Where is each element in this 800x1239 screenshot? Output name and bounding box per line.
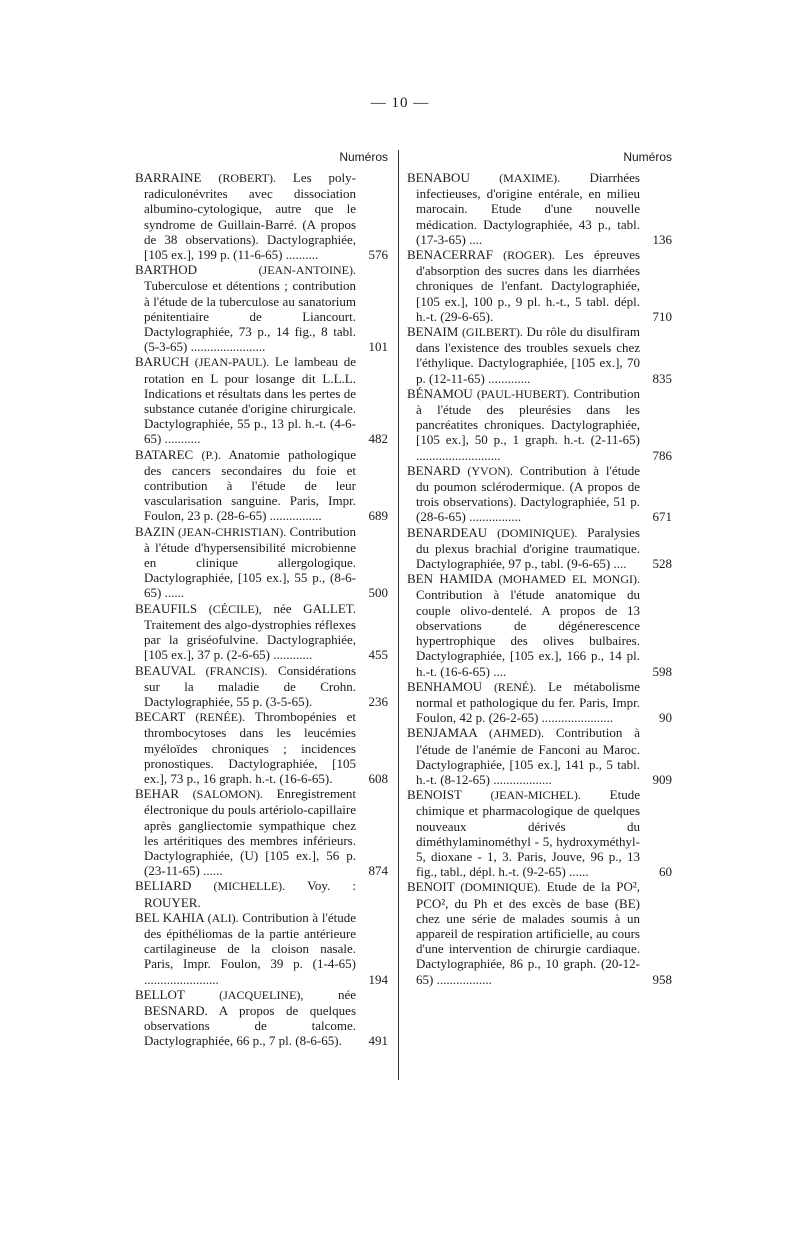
author-surname: BENAIM [407,324,459,340]
author-given-name: (JEAN-CHRISTIAN). [177,524,287,539]
thesis-entry [407,725,672,787]
author-surname: BÉNAMOU [407,385,473,401]
entry-text [135,262,356,354]
entry-text [135,878,356,909]
author-surname: BARRAINE [135,170,202,185]
entry-description: Paralysies du plexus brachial d'origine traumatique. Dactylographiée, 97 p., tabl. (9-6-65) .... [416,524,640,572]
entry-number: 576 [368,247,388,263]
entry-description: Le métabolisme normal et pathologique du fer. Paris, Impr. Foulon, 42 p. (26-2-65) ...................... [416,678,641,726]
entry-description: née GALLET. Traitement des algo-dystrophies réflexes par la griséofulvine. Dactylographiée, [105 ex.], 37 p. (2-6-65) ............ [144,600,357,663]
author-given-name: (PAUL-HUBERT). [476,386,570,401]
entry-text [407,571,640,678]
entry-number: 909 [652,771,672,787]
thesis-entry [407,879,672,986]
thesis-entry [407,324,672,386]
entry-description: Les épreuves d'absorption des sucres dans les diarrhées chroniques de l'enfant. Dactylographiée, [105 ex.], 100 p., 9 pl. h.-t., 5 tabl. dépl. h.-t. (29-6-65). [416,247,641,324]
author-given-name: (FRANCIS). [205,663,268,678]
entry-description: Le lambeau de rotation en L pour losange dit L.L.L. Indications et résultats dans les pertes de substance cutanée d'origine chirurgicale. Dactylographiée, 55 p., 13 pl. h.-t. (4-6-65) ........... [144,354,357,447]
entry-description: Contribution à l'étude du poumon sclérodermique. (A propos de trois observations). Dactylographiée, 51 p. (28-6-65) ................ [416,462,640,525]
thesis-entry [135,601,388,663]
entry-number: 608 [368,770,388,786]
author-given-name: (JACQUELINE), [219,987,304,1002]
thesis-entry [135,987,388,1049]
left-column [135,150,388,1049]
entry-description: Contribution à l'étude anatomique du couple olivo-dentelé. A propos de 13 observations de dégénerescence hypertrophique des olives bulbaires. Dactylographiée, [105 ex.], 166 p., 14 pl. h.-t. (16-6-65) .... [416,587,640,679]
entry-text [135,663,356,710]
entry-number: 482 [368,431,388,447]
entry-number: 689 [368,508,388,524]
author-surname: BEN HAMIDA [407,571,493,587]
thesis-entry [135,709,388,786]
author-given-name: (JEAN-PAUL). [194,355,270,370]
entry-text [135,354,356,446]
entry-description: Contribution à l'étude de l'anémie de Fanconi au Maroc. Dactylographiée, [105 ex.], 141 p., 5 tabl. h.-t. (8-12-65) .................. [416,725,641,787]
entry-number: 136 [652,231,672,247]
entry-text [135,786,356,878]
author-surname: BARTHOD [135,262,198,278]
entry-description: Voy. : ROUYER. [144,878,357,910]
entry-number: 90 [659,710,672,726]
author-given-name: (RENÉE). [195,710,246,725]
author-surname: BENACERRAF [407,247,493,263]
thesis-entry [407,463,672,525]
entry-number: 491 [368,1033,388,1049]
author-surname: BEAUVAL [135,662,195,678]
entry-description: Contribution à l'étude des épithéliomas de la partie antérieure cartilagineuse de la cloison nasale. Paris, Impr. Foulon, 39 p. (1-4-65) ....................... [144,909,356,987]
author-surname: BARUCH [135,354,190,370]
entry-description: Etude chimique et pharmacologique de quelques nouveaux dérivés du diméthylaminométhyl - 5, hydroxyméthyl-5, dioxane - 1, 3. Paris, Jouve, 96 p., 13 fig., tabl., dépl. h.-t. (9-2-65) ...... [416,787,640,880]
author-surname: BELIARD [135,878,192,894]
author-surname: BENOIT [407,879,455,895]
thesis-entry [135,878,388,909]
author-surname: BECART [135,709,186,725]
entry-text [135,987,356,1049]
thesis-entry [407,787,672,879]
entry-description: Etude de la PO², PCO², du Ph et des excès de base (BE) chez une série de malades soumis à un appareil de respiration artificielle, au cours d'une intervention de chirurgie cardiaque. Dactylographiée, 86 p., 10 graph. (20-12-65) ................. [416,879,641,987]
column-header: Numéros [339,150,388,164]
entry-description: Enregistrement électronique du pouls artériolo-capillaire après gangliectomie sympathique chez les artéritiques des membres inférieurs. Dactylographiée, (U) [105 ex.], 56 p. (23-11-65) ...... [144,786,357,879]
entry-number: 835 [652,370,672,386]
entry-text [407,386,640,463]
thesis-entry [407,525,672,572]
entry-text [135,447,356,524]
entry-text [407,324,640,386]
entry-description: Anatomie pathologique des cancers secondaires du foie et contribution à l'étude de leur vascularisation sanguine. Paris, Impr. Foulon, 23 p. (28-6-65) ................ [144,446,356,524]
entry-text [407,170,640,247]
page-number: — 10 — [370,95,430,111]
entry-text [407,247,640,324]
entry-description: Considérations sur la maladie de Crohn. Dactylographiée, 55 p. (3-5-65). [144,662,357,709]
entry-list [135,170,388,1049]
column-header: Numéros [623,150,672,164]
entry-description: Thrombopénies et thrombocytoses dans les leucémies myéloïdes chroniques ; incidences pronostiques. Dactylographiée, [105 ex.], 73 p., 16 graph. h.-t. (16-6-65). [144,709,357,786]
entry-text [407,463,640,525]
author-surname: BENARDEAU [407,524,488,540]
entry-description: Les poly-radiculonévrites avec dissociation albumino-cytologique, autre que le syndrome de Guillain-Barré. (A propos de 38 observations). Dactylographiée, [105 ex.], 199 p. (11-6-65) .......... [144,170,356,263]
author-given-name: (MAXIME). [499,171,561,185]
entry-number: 194 [368,971,388,987]
author-surname: BENOIST [407,787,462,803]
column-divider [398,150,399,1080]
entry-text [407,787,640,879]
entry-text [407,525,640,572]
thesis-entry [135,786,388,878]
entry-number: 786 [652,447,672,463]
author-surname: BELLOT [135,986,185,1002]
author-given-name: (MICHELLE). [213,879,286,894]
entry-text [135,601,356,663]
entry-text [407,725,640,787]
thesis-entry [407,170,672,247]
entry-number: 598 [652,663,672,679]
entry-text [135,524,356,601]
author-surname: BEHAR [135,786,180,802]
author-given-name: (ROGER). [503,248,555,263]
author-given-name: (MOHAMED EL MONGI). [498,572,640,587]
thesis-entry [135,170,388,262]
author-given-name: (RENÉ). [493,679,537,694]
entry-description: Contribution à l'étude des pleurésies dans les pancréatites chroniques. Dactylographiée, [105 ex.], 50 p., 1 graph. h.-t. (2-11-65) .......................... [416,385,641,463]
author-given-name: (DOMINIQUE). [460,880,541,895]
thesis-entry [135,910,388,987]
thesis-entry [135,663,388,710]
entry-text [135,910,356,987]
author-given-name: (ALI). [207,910,239,925]
author-given-name: (AHMED). [488,726,544,741]
thesis-entry [407,247,672,324]
entry-number: 500 [368,585,388,601]
author-given-name: (GILBERT). [461,325,523,340]
author-given-name: (SALOMON). [192,787,263,802]
author-given-name: (DOMINIQUE). [497,525,578,540]
entry-number: 528 [652,556,672,572]
author-given-name: (P.). [201,447,221,462]
entry-text [135,709,356,786]
author-surname: BENJAMAA [407,725,478,741]
thesis-entry [135,354,388,446]
entry-number: 710 [652,308,672,324]
thesis-entry [135,524,388,601]
entry-description: née BESNARD. A propos de quelques observations de talcome. Dactylographiée, 66 p., 7 pl. (8-6-65). [144,986,356,1049]
author-given-name: (JEAN-ANTOINE). [258,263,356,278]
entry-description: Contribution à l'étude d'hypersensibilité microbienne en clinique allergologique. Dactylographiée, [105 ex.], 55 p., (8-6-65) ...... [144,523,356,601]
entry-number: 958 [652,971,672,987]
entry-number: 455 [368,647,388,663]
entry-description: Diarrhées infectieuses, d'origine entérale, en milieu marocain. Etude d'une nouvelle médication. Dactylographiée, 43 p., tabl. (17-3-65) .... [416,170,640,247]
thesis-entry [407,386,672,463]
entry-description: Du rôle du disulfiram dans l'existence des troubles sexuels chez l'éthylique. Dactylographiée, [105 ex.], 70 p. (12-11-65) ............. [416,324,641,386]
author-given-name: (JEAN-MICHEL). [490,788,581,803]
author-given-name: (YVON). [467,463,513,478]
author-given-name: (ROBERT). [218,171,276,185]
thesis-entry [407,679,672,726]
entry-number: 874 [368,863,388,879]
entry-text [407,879,640,986]
author-surname: BAZIN [135,523,175,539]
entry-number: 60 [659,864,672,880]
entry-number: 101 [368,339,388,355]
entry-text [407,679,640,726]
author-surname: BENHAMOU [407,678,483,694]
author-surname: BENABOU [407,170,470,185]
thesis-entry [407,571,672,678]
entry-list [407,170,672,987]
author-surname: BENARD [407,462,461,478]
entry-text [135,170,356,262]
entry-description: Tuberculose et détentions ; contribution à l'étude de la tuberculose au sanatorium pénitentiaire de Liancourt. Dactylographiée, 73 p., 14 fig., 8 tabl. (5-3-65) ....................... [144,278,356,355]
author-given-name: (CÉCILE), [208,601,262,616]
author-surname: BEAUFILS [135,600,198,616]
author-surname: BATAREC [135,446,194,462]
entry-number: 671 [652,509,672,525]
right-column [407,150,672,987]
thesis-entry [135,447,388,524]
thesis-entry [135,262,388,354]
author-surname: BEL KAHIA [135,909,204,925]
entry-number: 236 [368,693,388,709]
